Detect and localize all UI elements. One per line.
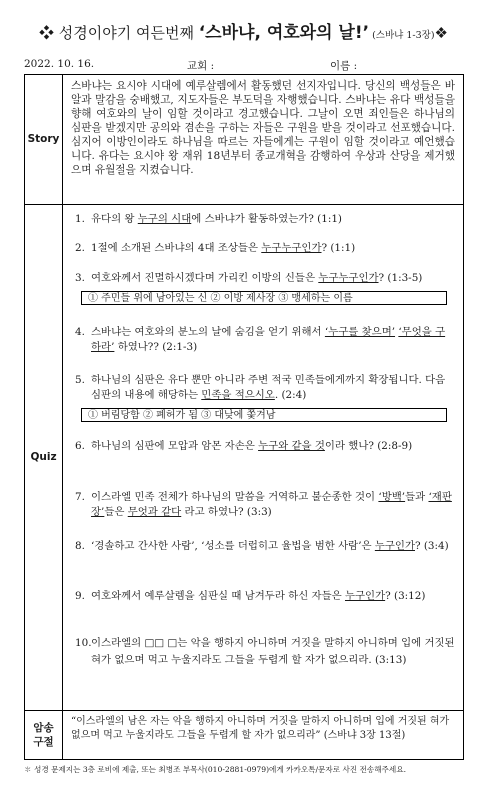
date-text: 2022. 10. 16. [24, 58, 95, 70]
question-10: 10. 이스라엘의 □□ □는 악을 행하지 아니하며 거짓을 말하지 아니하며 입에 거짓된 혀가 없으며 먹고 누울지라도 그들을 두렵게 할 자가 없으리라. (3:13) [75, 637, 455, 666]
question-5: 5. 하나님의 심판은 유다 뿐만 아니라 주변 적국 민족들에게까지 확장됩니다. 다음 심판의 내용에 해당하는 민족을 적으시오. (2:4) [75, 374, 446, 401]
title-prefix: ❖ 성경이야기 여든번째 [39, 24, 199, 42]
title-suffix: ❖ [434, 24, 448, 42]
story-text: 스바냐는 요시야 시대에 예루살렘에서 활동했던 선지자입니다. 당신의 백성들은 바알과 말감을 숭배했고, 지도자들은 부도덕을 자행했습니다. 스바냐는 유다 백성들을 향해 여호와의 날이 임할 것이라고 경고했습니다. 그날이 오면 죄인들은 하나님의 심판을 받겠지만 공의와 겸손을 구하는 자들은 구원을 받을 것이라고 선포했습니다. 심지어 이방인이라도 하나님을 따르는 자들에게는 구원이 임할 것이라고 예언했습니다. 유다는 요시야 왕 재위 18년부터 종교개혁을 감행하여 우상과 산당을 제거했으며 유월절을 지켰습니다. [71, 80, 455, 176]
memory-verse-label: 암송 구절 [25, 711, 63, 760]
question-4: 4. 스바냐는 여호와의 분노의 날에 숨김을 얻기 위해서 ‘누구를 찾으며’ ‘무엇을 구하라’ 하였나?? (2:1-3) [75, 326, 446, 353]
worksheet-table [24, 74, 464, 760]
quiz-label: Quiz [25, 205, 63, 711]
title-main: ‘스바냐, 여호와의 날!’ [198, 23, 370, 43]
question-6: 6. 하나님의 심판에 모압과 암몬 자손은 누구와 같을 것이라 했나? (2:8-9) [75, 440, 413, 452]
question-8: 8. ‘경솔하고 간사한 사람’, ‘성소를 더럽히고 율법을 범한 사람’은 누구인가? (3:4) [75, 540, 449, 552]
worksheet-title [0, 18, 487, 43]
story-row [25, 75, 463, 204]
question-3-options-box: ① 주민들 위에 남아있는 신 ② 이방 제사장 ③ 맹세하는 이름 [81, 291, 447, 305]
church-label: 교회 : [187, 60, 215, 72]
question-5-options-box: ① 버림당함 ② 폐허가 됨 ③ 대낮에 쫓겨남 [81, 408, 447, 422]
question-3: 3. 여호와께서 진멸하시겠다며 가리킨 이방의 신들은 누구누구인가? (1:3-5) [75, 272, 423, 284]
submission-footnote: ✽ 성경 문제지는 3층 로비에 제출, 또는 최병조 부목사(010-2881-0979)에게 카카오톡/문자로 사진 전송해주세요. [24, 765, 406, 774]
name-label: 이름 : [330, 60, 358, 72]
quiz-content [63, 205, 463, 711]
question-7: 7. 이스라엘 민족 전체가 하나님의 말씀을 거역하고 불순종한 것이 ‘방백’들과 ‘재판장’들은 무엇과 같다 라고 하였나? (3:3) [75, 491, 452, 518]
question-9: 9. 여호와께서 예루살렘을 심판실 때 남겨두라 하신 자들은 누구인가? (3:12) [75, 590, 426, 602]
memory-verse-text: “이스라엘의 남은 자는 악을 행하지 아니하며 거짓을 말하지 아니하며 입에 거짓된 혀가 없으며 먹고 누울지라도 그들을 두렵게 할 자가 없으리라” (스바냐 3장 13절) [71, 716, 450, 741]
quiz-row [25, 204, 463, 711]
question-2: 2. 1절에 소개된 스바냐의 4대 조상들은 누구누구인가? (1:1) [75, 242, 356, 254]
question-1: 1. 유다의 왕 누구의 시대에 스바냐가 활동하였는가? (1:1) [75, 213, 342, 225]
story-label: Story [25, 75, 63, 204]
title-reference: (스바냐 1-3장) [369, 30, 435, 41]
memory-verse-row [25, 710, 463, 760]
